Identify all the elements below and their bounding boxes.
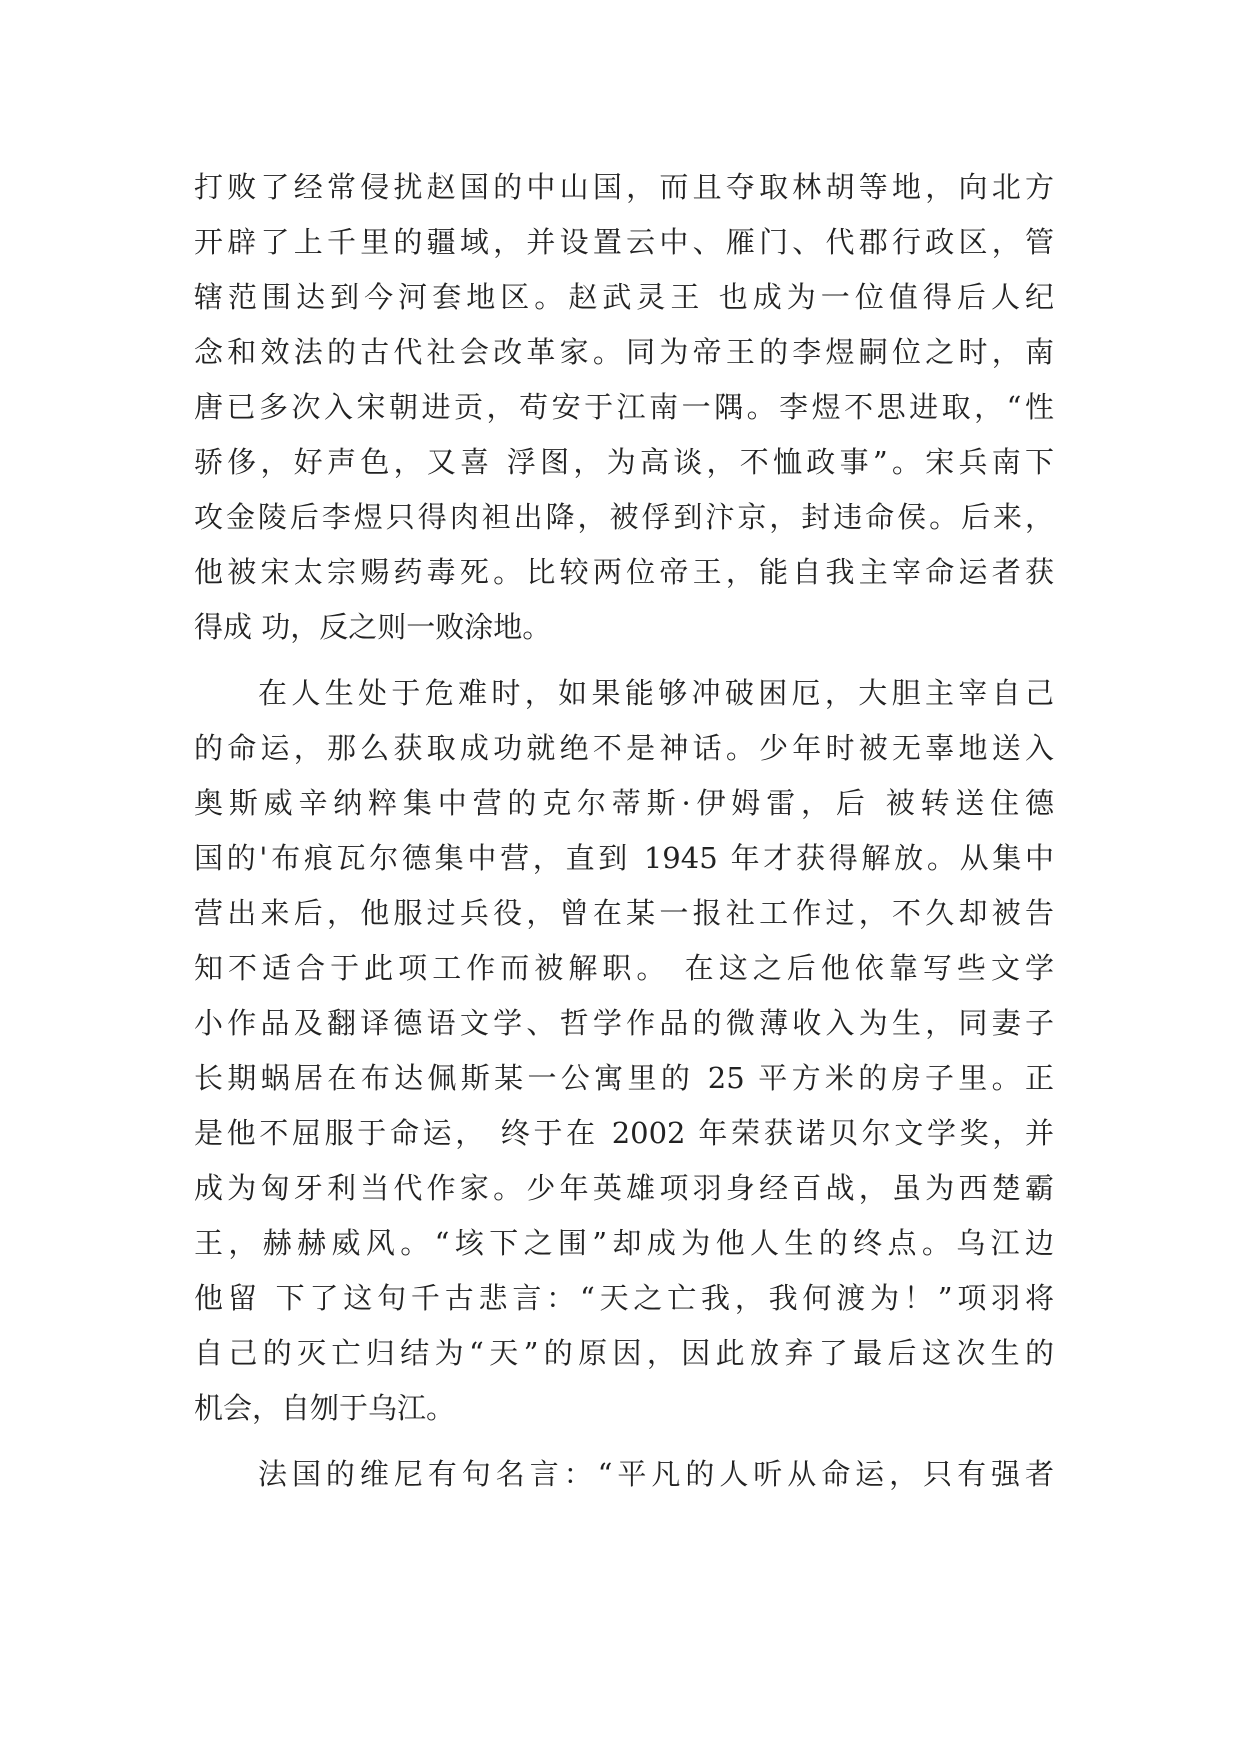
text-line: 王，赫赫威风。“垓下之围”却成为他人生的终点。乌江边: [194, 1226, 1054, 1260]
body-text: [194, 160, 1054, 1502]
paragraph-gap: [194, 1436, 1054, 1447]
text-line: 骄侈，好声色，又喜 浮图，为高谈，不恤政事”。宋兵南下: [194, 445, 1054, 479]
text-line: 自己的灭亡归结为“天”的原因，因此放弃了最后这次生的: [194, 1336, 1054, 1370]
text-line: 长期蜗居在布达佩斯某一公寓里的 25 平方米的房子里。正: [194, 1061, 1054, 1095]
text-line: 法国的维尼有句名言：“平凡的人听从命运，只有强者: [258, 1457, 1054, 1491]
paragraph-3: [194, 1447, 1054, 1502]
text-line: 机会，自刎于乌江。: [194, 1391, 456, 1425]
text-line: 打败了经常侵扰赵国的中山国，而且夺取林胡等地，向北方: [194, 170, 1054, 204]
text-line: 辖范围达到今河套地区。赵武灵王 也成为一位值得后人纪: [194, 280, 1054, 314]
text-line: 开辟了上千里的疆域，并设置云中、雁门、代郡行政区，管: [194, 225, 1054, 259]
text-line: 他被宋太宗赐药毒死。比较两位帝王，能自我主宰命运者获: [194, 555, 1054, 589]
text-line: 攻金陵后李煜只得肉袒出降，被俘到汴京，封违命侯。后来，: [194, 500, 1054, 534]
text-line: 在人生处于危难时，如果能够冲破困厄，大胆主宰自己: [258, 676, 1054, 710]
text-line: 唐已多次入宋朝进贡，苟安于江南一隅。李煜不思进取，“性: [194, 390, 1054, 424]
text-line: 奥斯威辛纳粹集中营的克尔蒂斯·伊姆雷，后 被转送住德: [194, 786, 1054, 820]
paragraph-gap: [194, 655, 1054, 666]
text-line: 营出来后，他服过兵役，曾在某一报社工作过，不久却被告: [194, 896, 1054, 930]
text-line: 的命运，那么获取成功就绝不是神话。少年时被无辜地送入: [194, 731, 1054, 765]
text-line: 成为匈牙利当代作家。少年英雄项羽身经百战，虽为西楚霸: [194, 1171, 1054, 1205]
paragraph-2: [194, 666, 1054, 1436]
text-line: 念和效法的古代社会改革家。同为帝王的李煜嗣位之时，南: [194, 335, 1054, 369]
text-line: 得成 功，反之则一败涂地。: [194, 610, 552, 644]
text-line: 是他不屈服于命运， 终于在 2002 年荣获诺贝尔文学奖，并: [194, 1116, 1054, 1150]
text-line: 国的'布痕瓦尔德集中营，直到 1945 年才获得解放。从集中: [194, 841, 1054, 875]
text-line: 小作品及翻译德语文学、哲学作品的微薄收入为生，同妻子: [194, 1006, 1054, 1040]
text-line: 他留 下了这句千古悲言：“天之亡我，我何渡为！”项羽将: [194, 1281, 1054, 1315]
text-line: 知不适合于此项工作而被解职。 在这之后他依靠写些文学: [194, 951, 1054, 985]
paragraph-1: [194, 160, 1054, 655]
